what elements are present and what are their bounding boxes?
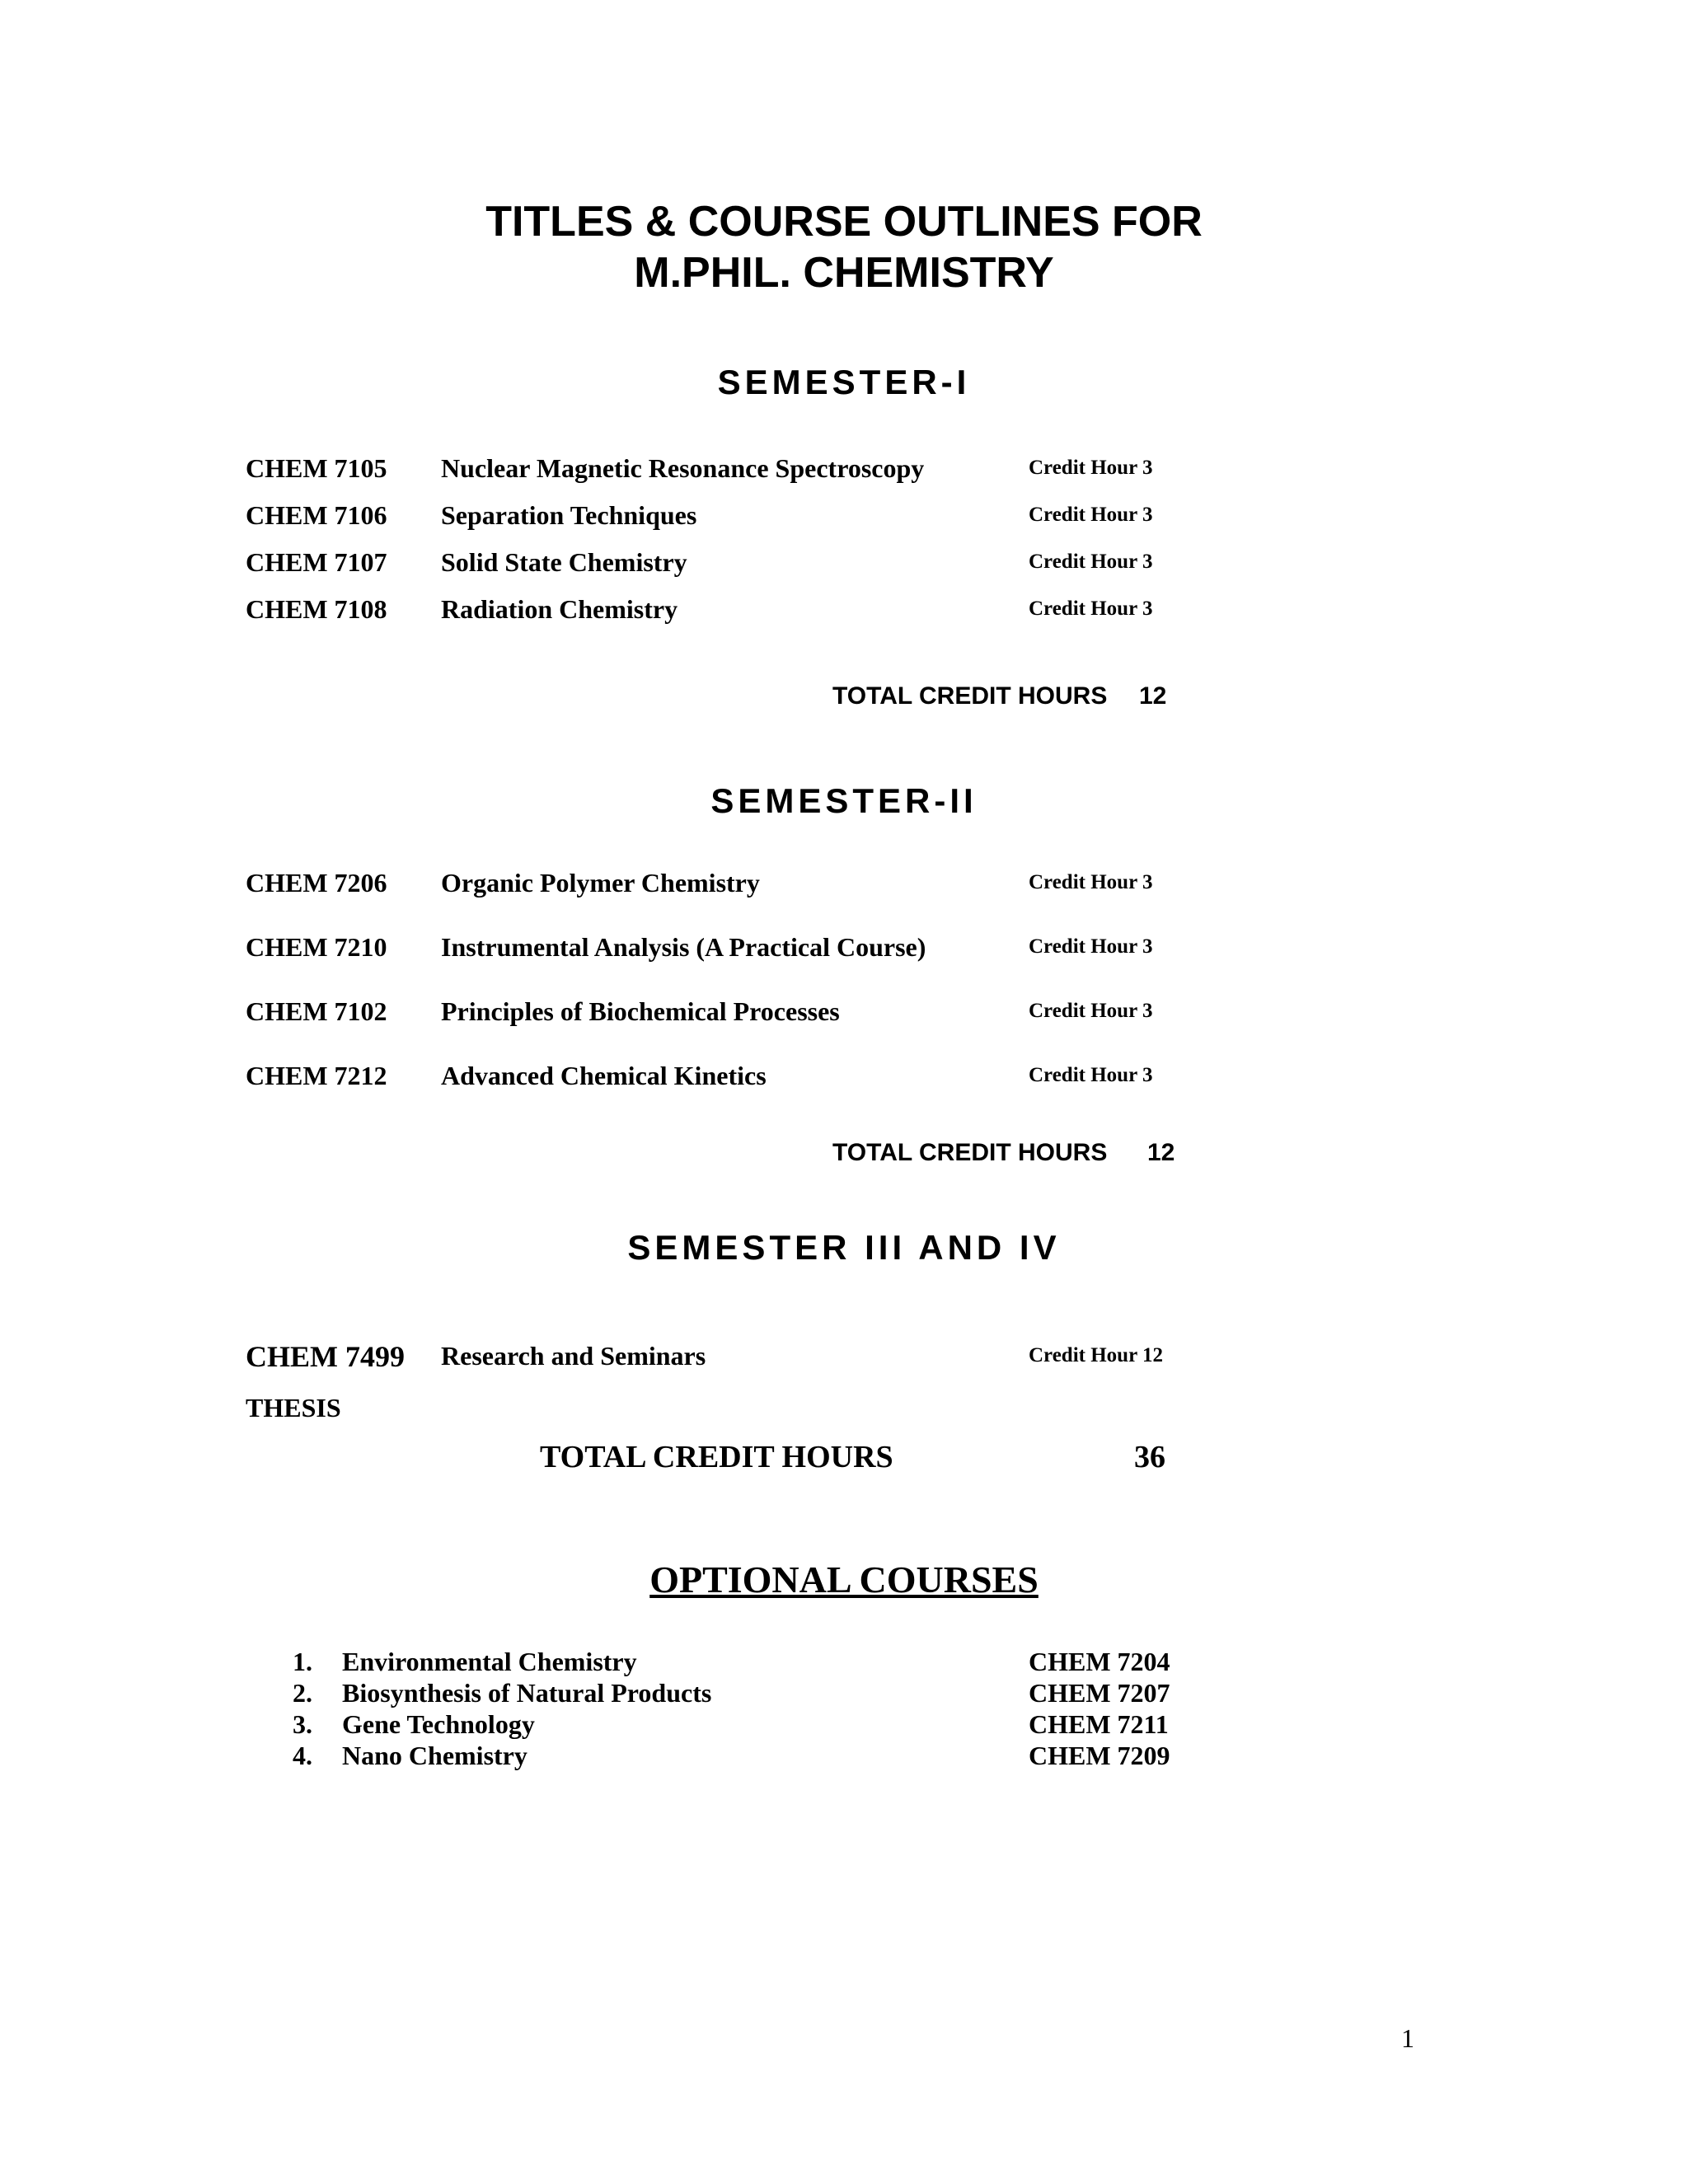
document-title: [0, 196, 1688, 298]
course-title: Radiation Chemistry: [441, 594, 678, 624]
course-row: [0, 500, 1688, 538]
grand-total-label: TOTAL CREDIT HOURS: [540, 1440, 893, 1474]
course-credit: Credit Hour 3: [1029, 551, 1153, 573]
course-row: [0, 868, 1688, 906]
grand-total-value: 36: [1134, 1440, 1165, 1474]
semester-2-total-value: 12: [1147, 1139, 1175, 1166]
course-credit: Credit Hour 3: [1029, 598, 1153, 620]
course-code: CHEM 7211: [1029, 1709, 1169, 1739]
course-title: Instrumental Analysis (A Practical Course): [441, 932, 926, 962]
course-name: Biosynthesis of Natural Products: [342, 1678, 712, 1708]
semester-1-total-value: 12: [1139, 682, 1167, 710]
course-name: Gene Technology: [342, 1709, 535, 1739]
semester-3-4-heading: SEMESTER III AND IV: [627, 1228, 1061, 1267]
course-title: Research and Seminars: [441, 1341, 706, 1371]
course-title: Advanced Chemical Kinetics: [441, 1061, 767, 1090]
semester-2-heading: SEMESTER-II: [710, 781, 978, 820]
course-code: CHEM 7210: [246, 932, 387, 962]
course-credit: Credit Hour 3: [1029, 504, 1153, 526]
list-number: 4.: [293, 1741, 312, 1770]
semester-1-heading: SEMESTER-I: [717, 363, 971, 401]
course-credit: Credit Hour 3: [1029, 871, 1153, 893]
course-code: CHEM 7102: [246, 996, 387, 1026]
course-code: CHEM 7212: [246, 1061, 387, 1090]
course-credit: Credit Hour 3: [1029, 457, 1153, 479]
course-title: Principles of Biochemical Processes: [441, 996, 840, 1026]
course-title: Organic Polymer Chemistry: [441, 868, 760, 898]
course-name: Nano Chemistry: [342, 1741, 528, 1770]
title-line-1: TITLES & COURSE OUTLINES FOR: [485, 198, 1203, 246]
course-row: [0, 932, 1688, 970]
course-credit: Credit Hour 3: [1029, 1000, 1153, 1022]
course-code: CHEM 7108: [246, 594, 387, 624]
course-row: [0, 547, 1688, 585]
course-row: [0, 594, 1688, 632]
list-number: 2.: [293, 1678, 312, 1708]
semester-2-total-label: TOTAL CREDIT HOURS: [832, 1139, 1108, 1166]
list-item: [0, 1647, 1688, 1680]
course-code: CHEM 7206: [246, 868, 387, 898]
course-code: CHEM 7209: [1029, 1741, 1170, 1770]
page-number: 1: [1401, 2023, 1414, 2053]
course-row: [0, 996, 1688, 1034]
course-credit: Credit Hour 3: [1029, 1064, 1153, 1086]
course-row: [0, 453, 1688, 491]
course-code: CHEM 7107: [246, 547, 387, 577]
course-title: Separation Techniques: [441, 500, 697, 530]
course-row: [0, 1061, 1688, 1099]
course-title: Nuclear Magnetic Resonance Spectroscopy: [441, 453, 925, 483]
list-item: [0, 1709, 1688, 1742]
course-code: CHEM 7105: [246, 453, 387, 483]
list-item: [0, 1678, 1688, 1711]
course-code: CHEM 7204: [1029, 1647, 1170, 1676]
optional-courses-heading: OPTIONAL COURSES: [649, 1558, 1039, 1601]
list-item: [0, 1741, 1688, 1774]
course-title: Solid State Chemistry: [441, 547, 687, 577]
semester-1-total-label: TOTAL CREDIT HOURS: [832, 682, 1108, 710]
course-code: CHEM 7207: [1029, 1678, 1170, 1708]
title-line-2: M.PHIL. CHEMISTRY: [634, 249, 1054, 297]
course-code: CHEM 7106: [246, 500, 387, 530]
course-code: CHEM 7499: [246, 1340, 405, 1373]
list-number: 1.: [293, 1647, 312, 1676]
course-name: Environmental Chemistry: [342, 1647, 637, 1676]
course-row: [0, 1341, 1688, 1379]
thesis-label: THESIS: [246, 1393, 341, 1422]
course-credit: Credit Hour 3: [1029, 935, 1153, 958]
course-credit: Credit Hour 12: [1029, 1344, 1163, 1366]
list-number: 3.: [293, 1709, 312, 1739]
